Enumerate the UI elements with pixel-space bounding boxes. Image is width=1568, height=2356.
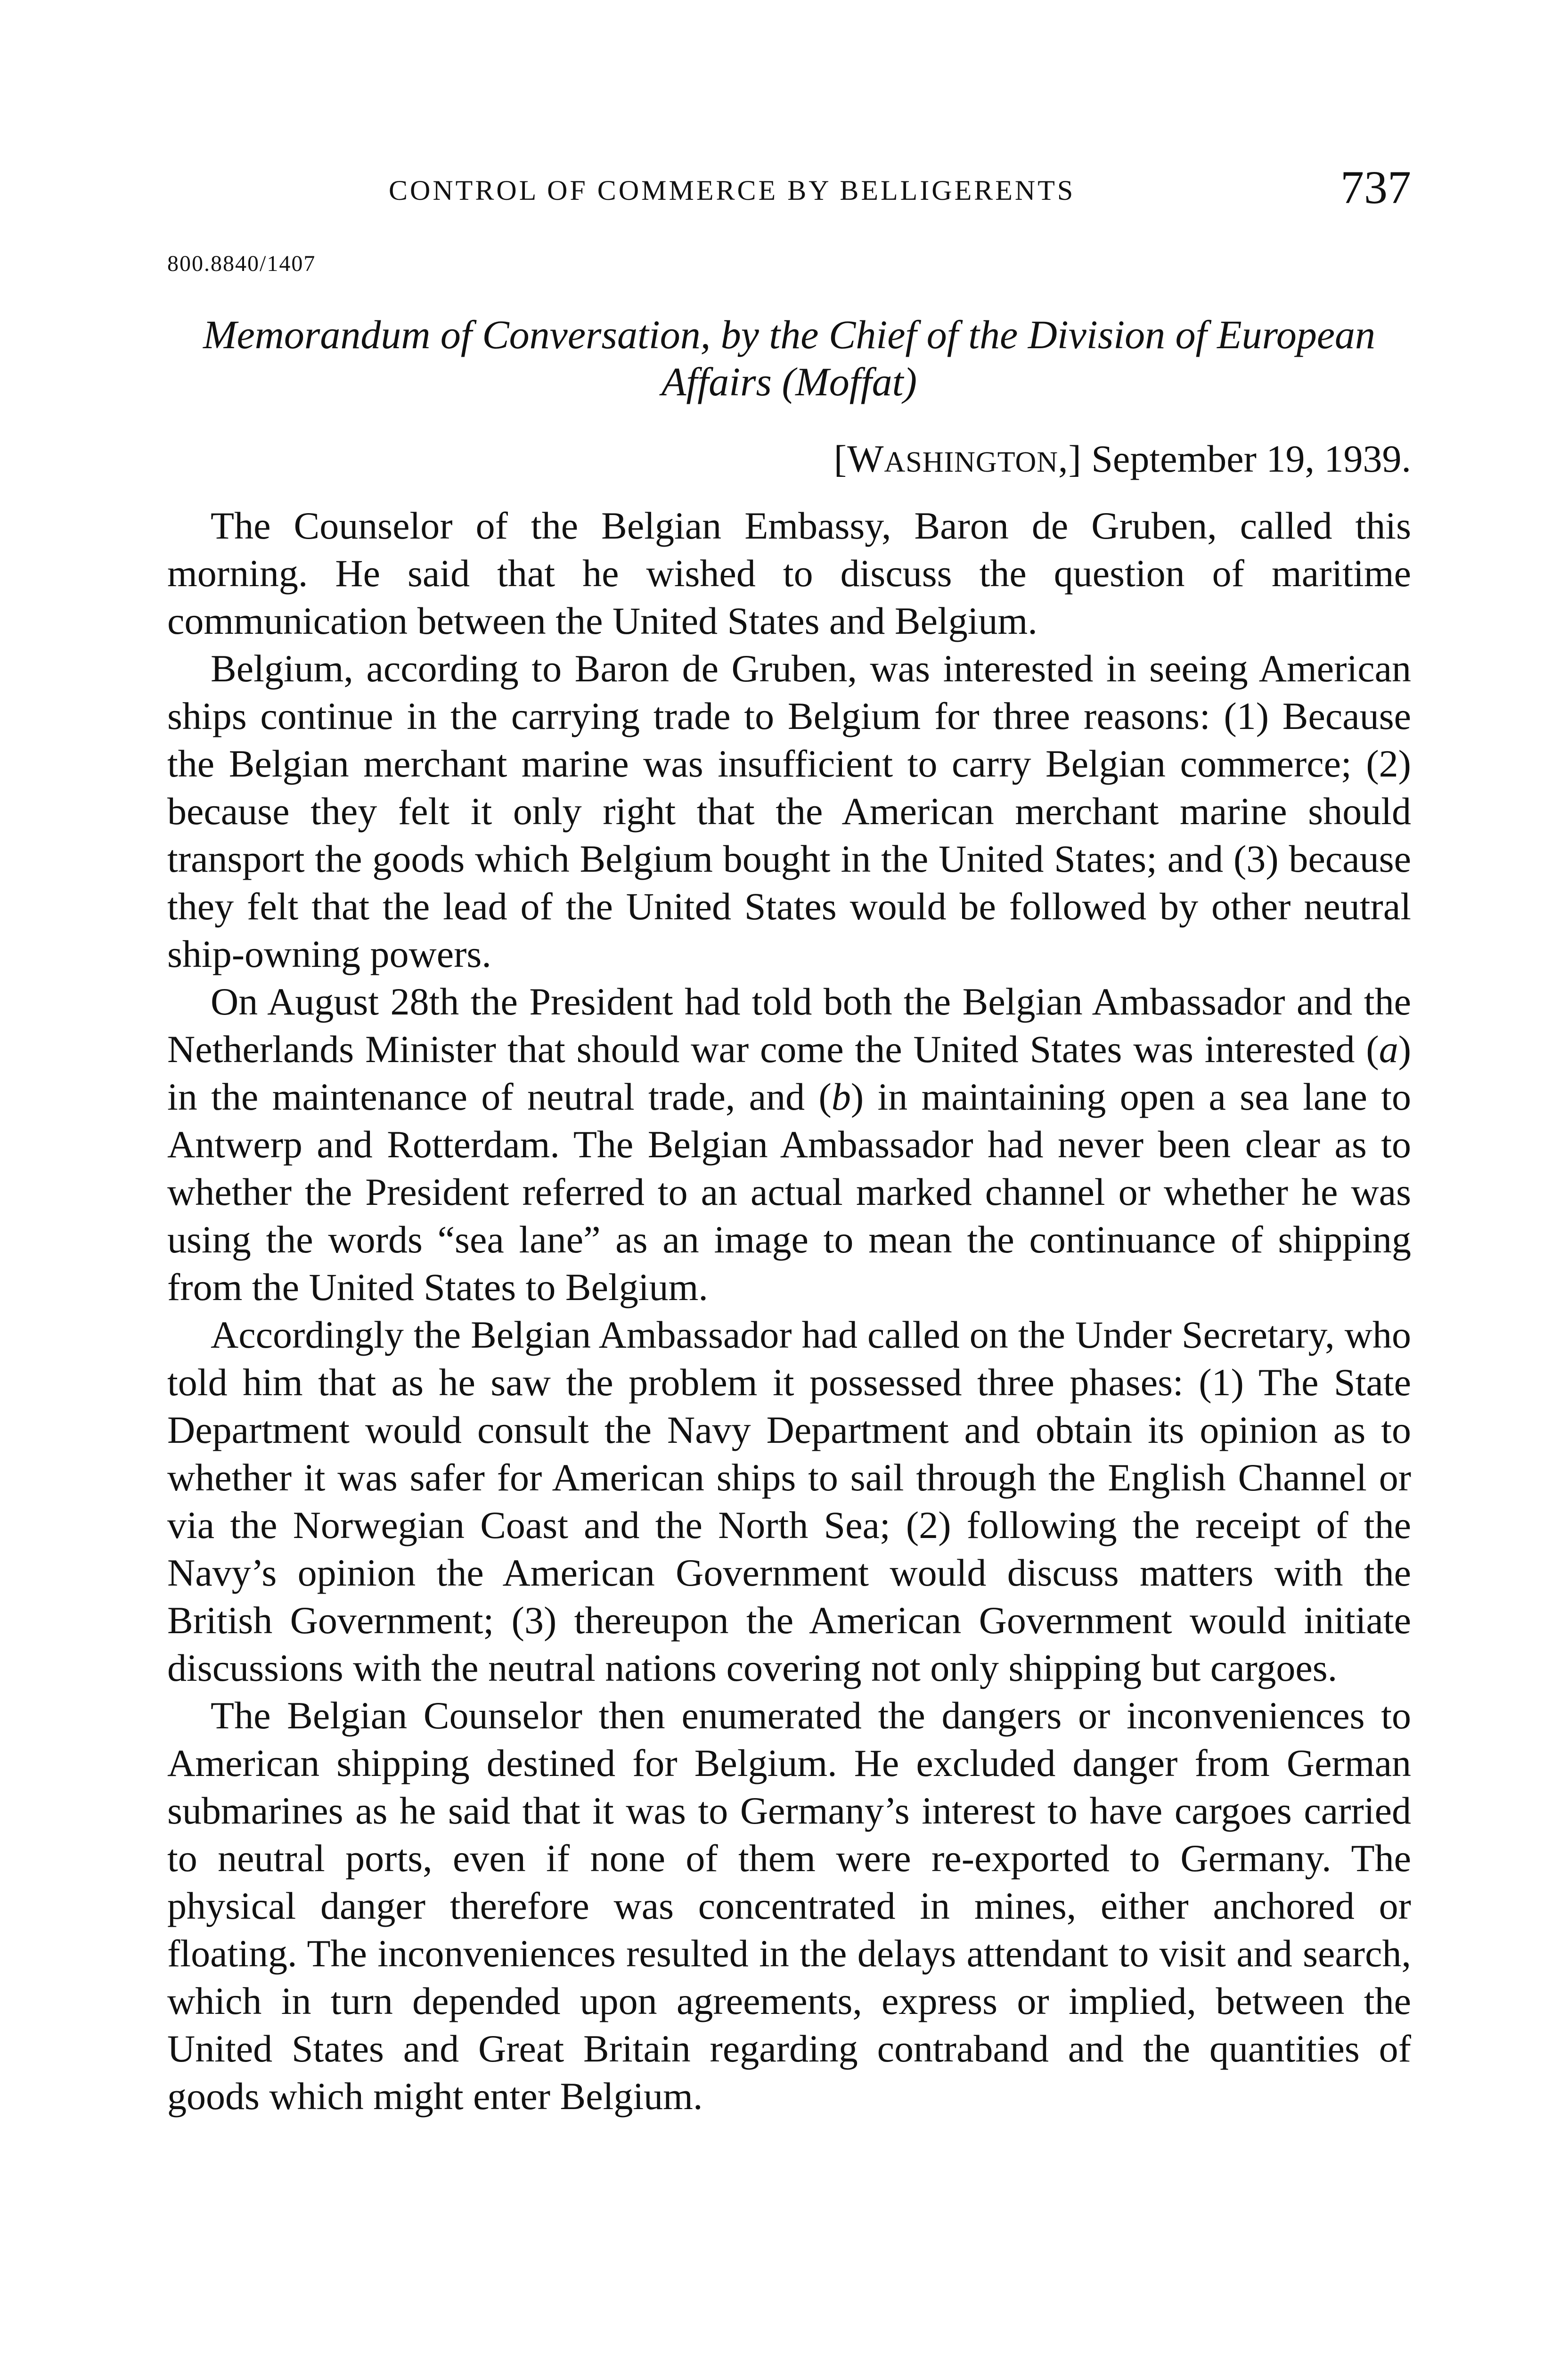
- paragraph-2: Belgium, according to Baron de Gruben, was interested in seeing American ships continue in the carrying trade to Belgium for three reasons: (1) Because the Belgian merchant marine was insufficient to carry Belgian commerce; (2) because they felt it only right that the American merchant marine should transport the goods which Belgium bought in the United States; and (3) because they felt that the lead of the United States would be followed by other neutral ship-owning powers.: [167, 647, 1411, 975]
- paragraph-5: The Belgian Counselor then enumerated the dangers or inconveniences to American shipping destined for Belgium. He excluded danger from German submarines as he said that it was to Germany’s interest to have cargoes carried to neutral ports, even if none of them were re-exported to Germany. The physical danger therefore was concentrated in mines, either anchored or floating. The inconveniences resulted in the delays attendant to visit and search, which in turn depended upon agreements, express or implied, between the United States and Great Britain regarding contraband and the quantities of goods which might enter Belgium.: [167, 1694, 1411, 2118]
- dateline: [167, 435, 1411, 486]
- document-title: Memorandum of Conversation, by the Chief of the Division of European Affairs (Moffat): [203, 312, 1376, 404]
- running-head: [167, 155, 1411, 217]
- paragraph-1: The Counselor of the Belgian Embassy, Baron de Gruben, called this morning. He said that he wished to discuss the question of maritime communication between the United States and Belgium.: [167, 504, 1411, 642]
- document-page: [167, 155, 1411, 2120]
- dateline-place: [834, 437, 1082, 480]
- paragraph-3: [167, 978, 1411, 1311]
- paragraph-3-part-2: ) in the maintenance of neutral trade, and (: [167, 1028, 1411, 1118]
- paragraph-3-part-1: On August 28th the President had told both the Belgian Ambassador and the Netherlands Minister that should war come the United States was interested (: [167, 980, 1411, 1071]
- file-number: 800.8840/1407: [167, 251, 316, 276]
- paragraph-3-label-a: a: [1379, 1028, 1398, 1071]
- paragraph-4: Accordingly the Belgian Ambassador had called on the Under Secretary, who told him that as he saw the problem it possessed three phases: (1) The State Department would consult the Navy Department and obtain its opinion as to whether it was safer for American ships to sail through the English Channel or via the Norwegian Coast and the North Sea; (2) following the receipt of the Navy’s opinion the American Government would discuss matters with the British Government; (3) thereupon the American Government would initiate discussions with the neutral nations covering not only shipping but cargoes.: [167, 1313, 1411, 1689]
- dateline-date: September 19, 1939.: [1091, 437, 1411, 480]
- running-title: CONTROL OF COMMERCE BY BELLIGERENTS: [389, 175, 1076, 206]
- dateline-place-rest: ASHINGTON: [884, 446, 1059, 478]
- memorandum-body: [167, 502, 1411, 2120]
- dateline-place-open: [: [833, 437, 848, 480]
- page-number: 737: [1340, 161, 1411, 213]
- dateline-place-initial: W: [847, 437, 884, 480]
- paragraph-3-label-b: b: [831, 1075, 851, 1118]
- paragraph-3-part-3: ) in maintaining open a sea lane to Antwerp and Rotterdam. The Belgian Ambassador had never been clear as to whether the President referred to an actual marked channel or whether he was using the words “sea lane” as an image to mean the continuance of shipping from the United States to Belgium.: [167, 1075, 1411, 1309]
- dateline-place-close: ,]: [1058, 437, 1082, 480]
